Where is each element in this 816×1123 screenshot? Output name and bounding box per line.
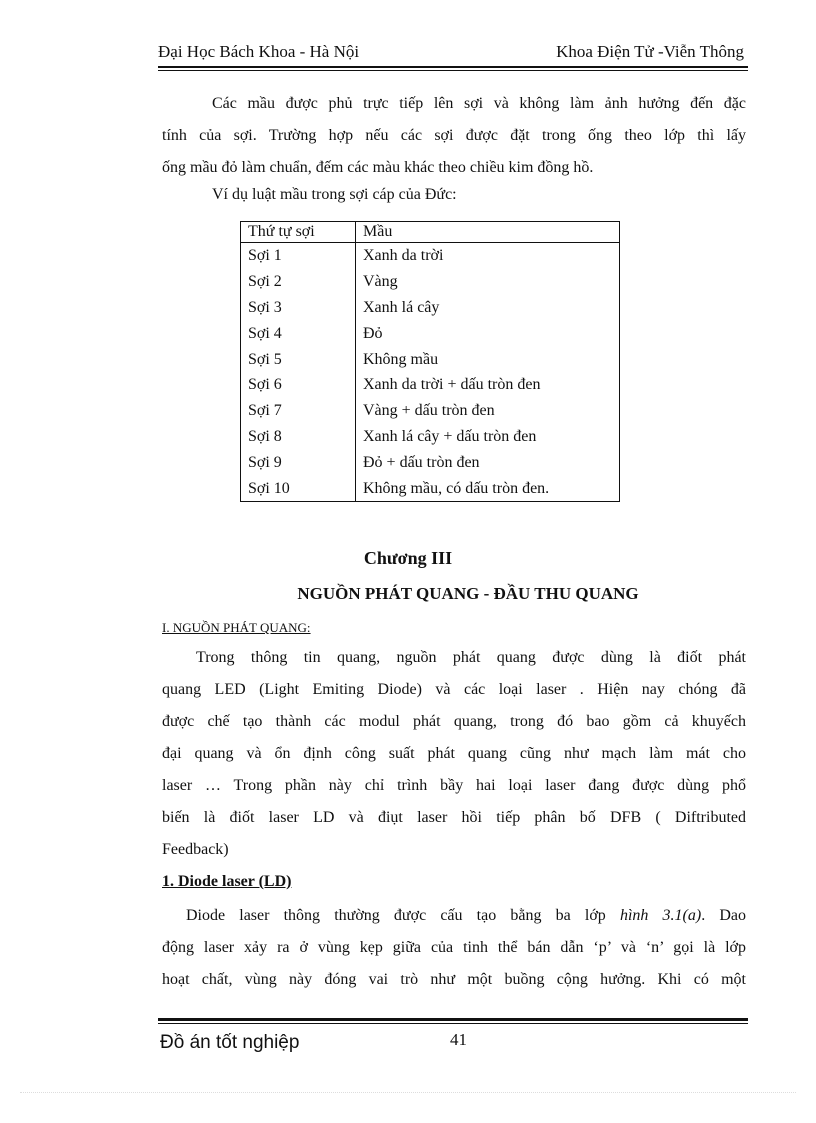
section-heading: I. NGUỒN PHÁT QUANG: [162, 620, 311, 635]
table-row [241, 372, 620, 398]
table-row [241, 243, 620, 269]
color-cell: Xanh lá cây [363, 298, 440, 316]
para3-line2: động laser xảy ra ở vùng kẹp giữa của tinh thể bán dẫn ‘p’ và ‘n’ gọi là lớp [162, 939, 746, 956]
column-header-order: Thứ tự sợi [241, 222, 356, 243]
table-row [241, 346, 620, 372]
footer-rule-thin [158, 1023, 748, 1024]
table-row [241, 269, 620, 295]
para3-line3: hoạt chất, vùng này đóng vai trò như một buồng cộng hưởng. Khi có một [162, 971, 746, 988]
fiber-cell: Sợi 6 [241, 372, 356, 398]
figure-reference: hình 3.1(a) [619, 907, 702, 924]
para3-line1-end: . Dao [701, 907, 747, 924]
fiber-cell: Sợi 2 [241, 269, 356, 295]
paragraph-light-sources [162, 642, 746, 866]
para1-line3: ống mầu đỏ làm chuẩn, đếm các màu khác theo chiều kim đồng hồ. [162, 159, 594, 176]
color-cell: Xanh lá cây + dấu tròn đen [363, 427, 537, 445]
para2-line4: đại quang và ổn định công suất phát quang cũng như mạch làm mát cho [162, 745, 746, 762]
fiber-cell: Sợi 4 [241, 320, 356, 346]
table-row [241, 475, 620, 501]
table-row [241, 295, 620, 321]
fiber-cell: Sợi 9 [241, 449, 356, 475]
color-cell: Không mầu [363, 350, 439, 368]
para1-line1: Các mầu được phủ trực tiếp lên sợi và không làm ảnh hưởng đến đặc [212, 95, 746, 112]
fiber-cell: Sợi 5 [241, 346, 356, 372]
header-rule-thin [158, 70, 748, 71]
color-cell: Không mầu, có dấu tròn đen. [363, 479, 550, 497]
footer-rule-thick [158, 1018, 748, 1021]
fiber-cell: Sợi 3 [241, 295, 356, 321]
fiber-cell: Sợi 1 [241, 243, 356, 269]
para2-line5: laser … Trong phần này chỉ trình bầy hai loại laser đang được dùng phổ [162, 777, 746, 794]
color-cell: Vàng + dấu tròn đen [363, 402, 495, 420]
page-edge-divider [20, 1092, 796, 1093]
table-row [241, 449, 620, 475]
color-cell: Đỏ [363, 324, 383, 342]
table-row [241, 398, 620, 424]
header-university: Đại Học Bách Khoa - Hà Nội [158, 42, 360, 61]
fiber-cell: Sợi 10 [241, 475, 356, 501]
color-cell: Đỏ + dấu tròn đen [363, 453, 480, 471]
table-row [241, 424, 620, 450]
chapter-subtitle: NGUỒN PHÁT QUANG - ĐẦU THU QUANG [297, 584, 639, 603]
para3-line1 [162, 900, 746, 932]
header-faculty: Khoa Điện Tử -Viễn Thông [556, 42, 744, 61]
fiber-cell: Sợi 7 [241, 398, 356, 424]
header-rule-thick [158, 66, 748, 68]
para2-line3: được chế tạo thành các modul phát quang, trong đó bao gồm cả khuyếch [162, 713, 746, 730]
chapter-title: Chương III [363, 548, 453, 568]
color-cell: Vàng [363, 273, 398, 291]
fiber-color-table [240, 221, 620, 502]
table-row [241, 320, 620, 346]
footer-document-type: Đồ án tốt nghiệp [160, 1032, 300, 1053]
para2-line2: quang LED (Light Emiting Diode) và các loại laser . Hiện nay chóng đã [162, 681, 746, 698]
page-header [158, 38, 748, 68]
para2-line1: Trong thông tin quang, nguồn phát quang được dùng là điốt phát [196, 649, 746, 666]
column-header-color: Mầu [356, 222, 620, 243]
table-header-row [241, 222, 620, 243]
paragraph-diode-laser [162, 900, 746, 996]
color-cell: Xanh da trời + dấu tròn đen [363, 376, 541, 394]
para2-line7: Feedback) [162, 841, 229, 858]
fiber-cell: Sợi 8 [241, 424, 356, 450]
paragraph-color-coding [162, 88, 746, 184]
subsection-heading: 1. Diode laser (LD) [162, 873, 292, 890]
table-intro: Ví dụ luật mầu trong sợi cáp của Đức: [212, 186, 457, 203]
color-cell: Xanh da trời [363, 247, 444, 265]
page-number: 41 [450, 1030, 467, 1049]
para1-line2: tính của sợi. Trường hợp nếu các sợi được đặt trong ống theo lớp thì lấy [162, 127, 746, 144]
para3-line1-start: Diode laser thông thường được cấu tạo bằng ba lớp [186, 907, 606, 924]
para2-line6: biến là điốt laser LD và điụt laser hồi tiếp phân bố DFB ( Diftributed [162, 809, 746, 826]
